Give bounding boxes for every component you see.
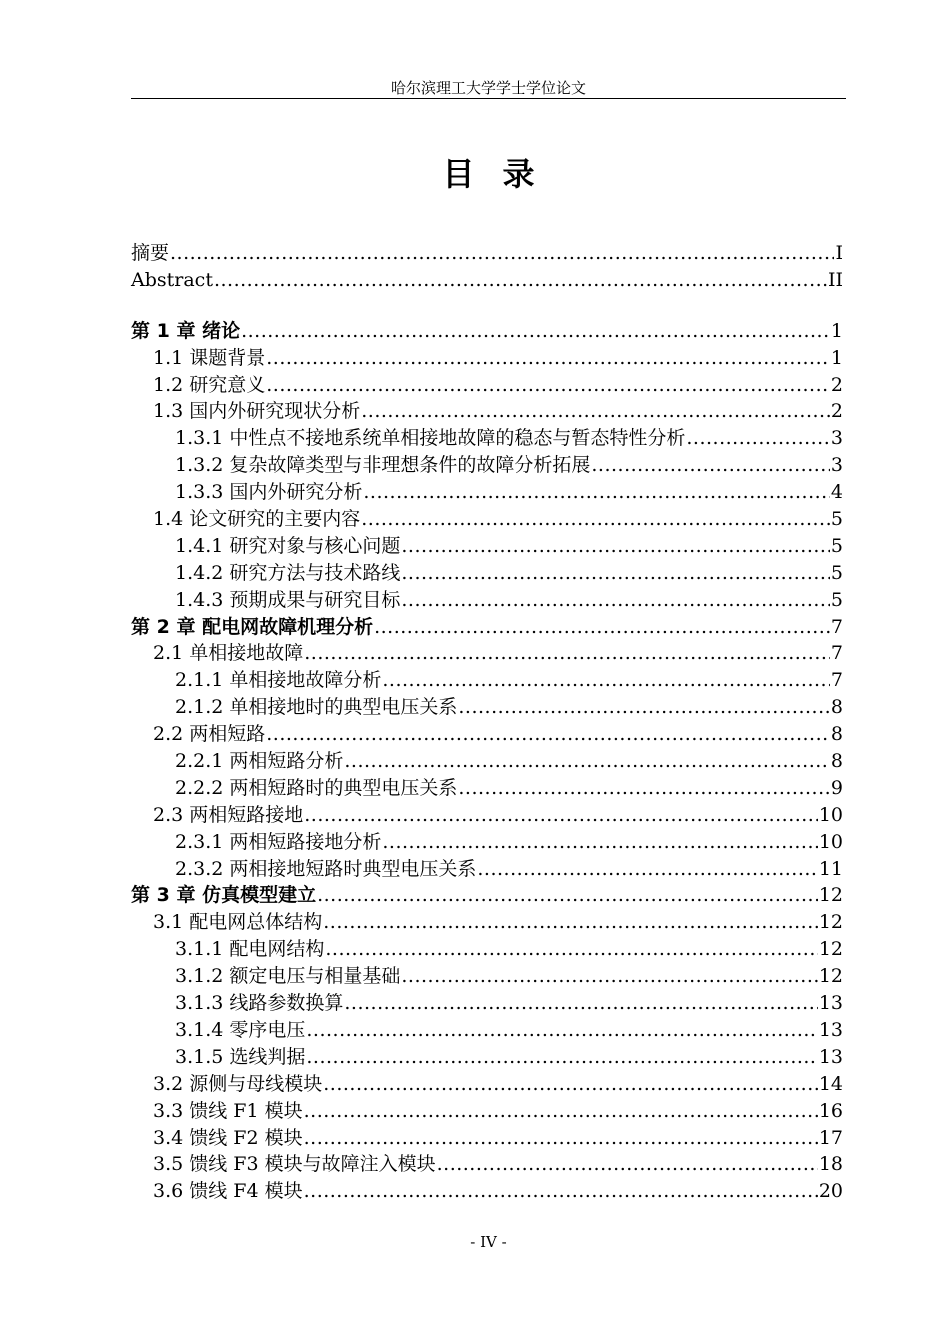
toc-entry-label: 3.1.3 线路参数换算 [175, 992, 344, 1015]
toc-entry-page: 9 [830, 776, 843, 799]
toc-entry-label: 2.1.1 单相接地故障分析 [175, 669, 382, 692]
toc-entry-label: 1.4.3 预期成果与研究目标 [175, 588, 401, 611]
toc-entry[interactable] [131, 802, 843, 829]
toc-entry-label: 1.1 课题背景 [153, 346, 266, 369]
toc-entry-page: 2 [830, 373, 843, 396]
toc-dot-leader [306, 1017, 817, 1044]
toc-dot-leader [363, 479, 830, 506]
toc-entry[interactable] [131, 694, 843, 721]
toc-entry-label: 1.4.1 研究对象与核心问题 [175, 534, 401, 557]
toc-entry-page: 18 [818, 1153, 843, 1176]
toc-entry[interactable] [131, 587, 843, 614]
toc-entry[interactable] [131, 452, 843, 479]
toc-entry[interactable] [131, 240, 843, 267]
toc-dot-leader [477, 856, 817, 883]
toc-entry[interactable] [131, 506, 843, 533]
toc-entry-label: 3.4 馈线 F2 模块 [153, 1126, 303, 1149]
toc-entry-page: 11 [818, 857, 843, 880]
toc-entry-label: 3.5 馈线 F3 模块与故障注入模块 [153, 1153, 436, 1176]
toc-entry-label: 2.2 两相短路 [153, 723, 266, 746]
toc-entry-label: 1.3.1 中性点不接地系统单相接地故障的稳态与暂态特性分析 [175, 427, 686, 450]
toc-title: 目录 [442, 155, 563, 193]
toc-entry-label: 第 2 章 配电网故障机理分析 [131, 615, 374, 638]
toc-dot-leader [401, 560, 830, 587]
toc-entry-page: 1 [830, 346, 843, 369]
toc-dot-leader [266, 721, 830, 748]
toc-dot-leader [382, 667, 830, 694]
toc-entry-label: 2.1 单相接地故障 [153, 642, 304, 665]
toc-chapter-entry[interactable] [131, 882, 843, 909]
toc-entry-page: 10 [818, 830, 843, 853]
toc-entry-label: 1.4.2 研究方法与技术路线 [175, 561, 401, 584]
toc-entry-label: 2.2.2 两相短路时的典型电压关系 [175, 776, 458, 799]
toc-entry[interactable] [131, 640, 843, 667]
toc-dot-leader [361, 506, 830, 533]
toc-dot-leader [170, 240, 834, 267]
toc-entry[interactable] [131, 1178, 843, 1205]
toc-dot-leader [304, 640, 830, 667]
toc-entry[interactable] [131, 398, 843, 425]
toc-dot-leader [344, 748, 830, 775]
toc-dot-leader [304, 802, 818, 829]
toc-entry[interactable] [131, 856, 843, 883]
toc-entry-label: 1.4 论文研究的主要内容 [153, 508, 361, 531]
toc-entry[interactable] [131, 990, 843, 1017]
toc-entry-page: 12 [818, 965, 843, 988]
toc-entry-page: 12 [818, 938, 843, 961]
toc-entry[interactable] [131, 1125, 843, 1152]
toc-entry-label: 3.1.4 零序电压 [175, 1018, 306, 1041]
running-header: 哈尔滨理工大学学士学位论文 [390, 79, 586, 97]
toc-list [131, 240, 843, 1205]
toc-entry-page: 8 [830, 750, 843, 773]
toc-dot-leader [401, 533, 830, 560]
toc-entry[interactable] [131, 533, 843, 560]
toc-dot-leader [686, 425, 830, 452]
toc-entry[interactable] [131, 479, 843, 506]
toc-entry-page: 13 [818, 1045, 843, 1068]
toc-entry[interactable] [131, 829, 843, 856]
toc-entry[interactable] [131, 425, 843, 452]
toc-dot-leader [214, 267, 827, 294]
toc-dot-leader [241, 318, 830, 345]
toc-entry[interactable] [131, 1071, 843, 1098]
toc-entry-page: I [835, 242, 843, 264]
toc-entry-label: 3.2 源侧与母线模块 [153, 1072, 323, 1095]
toc-entry-label: 1.3.2 复杂故障类型与非理想条件的故障分析拓展 [175, 454, 591, 477]
toc-dot-leader [458, 775, 830, 802]
toc-entry[interactable] [131, 1044, 843, 1071]
toc-dot-leader [591, 452, 830, 479]
toc-entry-page: 12 [818, 884, 843, 907]
toc-entry-page: 7 [830, 615, 843, 638]
toc-entry[interactable] [131, 667, 843, 694]
toc-dot-leader [344, 990, 817, 1017]
toc-dot-leader [304, 1098, 818, 1125]
toc-dot-leader [323, 1071, 818, 1098]
toc-entry-label: 2.1.2 单相接地时的典型电压关系 [175, 696, 458, 719]
toc-dot-leader [304, 1178, 818, 1205]
toc-entry-page: 5 [830, 561, 843, 584]
toc-entry-page: 10 [818, 803, 843, 826]
toc-dot-leader [401, 587, 830, 614]
toc-entry-label: 2.3.1 两相短路接地分析 [175, 830, 382, 853]
toc-entry[interactable] [131, 372, 843, 399]
toc-entry[interactable] [131, 1098, 843, 1125]
toc-entry-page: 4 [830, 481, 843, 504]
toc-entry-label: 3.3 馈线 F1 模块 [153, 1099, 303, 1122]
toc-entry[interactable] [131, 560, 843, 587]
toc-entry-label: Abstract [131, 268, 213, 291]
toc-entry-label: 2.3.2 两相接地短路时典型电压关系 [175, 857, 477, 880]
toc-entry[interactable] [131, 909, 843, 936]
toc-entry-page: 7 [830, 642, 843, 665]
toc-entry-page: 16 [818, 1099, 843, 1122]
header-rule [131, 98, 846, 99]
toc-entry[interactable] [131, 267, 843, 294]
toc-chapter-entry[interactable] [131, 318, 843, 345]
toc-entry[interactable] [131, 963, 843, 990]
toc-entry[interactable] [131, 1151, 843, 1178]
toc-dot-leader [325, 936, 817, 963]
toc-entry-label: 3.1.2 额定电压与相量基础 [175, 965, 401, 988]
toc-dot-leader [306, 1044, 817, 1071]
toc-dot-leader [323, 909, 818, 936]
toc-entry-label: 3.1 配电网总体结构 [153, 911, 323, 934]
toc-entry-page: 14 [818, 1072, 843, 1095]
toc-entry[interactable] [131, 1017, 843, 1044]
toc-entry-label: 2.3 两相短路接地 [153, 803, 304, 826]
toc-entry[interactable] [131, 748, 843, 775]
toc-entry-page: 8 [830, 696, 843, 719]
toc-dot-leader [458, 694, 830, 721]
toc-entry-label: 2.2.1 两相短路分析 [175, 750, 344, 773]
toc-entry-page: 12 [818, 911, 843, 934]
toc-entry-label: 3.1.1 配电网结构 [175, 938, 325, 961]
toc-dot-leader [437, 1151, 818, 1178]
toc-entry-label: 1.3.3 国内外研究分析 [175, 481, 363, 504]
toc-dot-leader [382, 829, 817, 856]
toc-entry[interactable] [131, 936, 843, 963]
toc-entry-page: II [827, 268, 843, 291]
toc-dot-leader [266, 345, 830, 372]
toc-dot-leader [361, 398, 830, 425]
toc-entry-page: 5 [830, 534, 843, 557]
toc-dot-leader [374, 614, 830, 641]
toc-entry-page: 13 [818, 1018, 843, 1041]
toc-entry-label: 摘要 [131, 242, 170, 264]
page-number: - IV - [470, 1233, 507, 1251]
toc-dot-leader [266, 372, 830, 399]
toc-entry-page: 8 [830, 723, 843, 746]
toc-entry-page: 13 [818, 992, 843, 1015]
toc-entry[interactable] [131, 721, 843, 748]
toc-entry-page: 3 [830, 454, 843, 477]
toc-entry-page: 17 [818, 1126, 843, 1149]
toc-entry-label: 1.3 国内外研究现状分析 [153, 400, 361, 423]
toc-dot-leader [401, 963, 817, 990]
toc-entry-page: 5 [830, 508, 843, 531]
toc-entry-page: 1 [830, 319, 843, 342]
toc-entry-page: 5 [830, 588, 843, 611]
toc-dot-leader [304, 1125, 818, 1152]
toc-entry-label: 1.2 研究意义 [153, 373, 266, 396]
toc-chapter-entry[interactable] [131, 614, 843, 641]
toc-entry-page: 3 [830, 427, 843, 450]
toc-entry-page: 20 [818, 1180, 843, 1203]
toc-dot-leader [317, 882, 818, 909]
toc-entry[interactable] [131, 775, 843, 802]
toc-entry-label: 第 1 章 绪论 [131, 319, 241, 342]
toc-entry-label: 3.1.5 选线判据 [175, 1045, 306, 1068]
toc-entry-label: 3.6 馈线 F4 模块 [153, 1180, 303, 1203]
toc-entry-page: 7 [830, 669, 843, 692]
toc-entry-page: 2 [830, 400, 843, 423]
toc-entry[interactable] [131, 345, 843, 372]
toc-entry-label: 第 3 章 仿真模型建立 [131, 884, 317, 907]
